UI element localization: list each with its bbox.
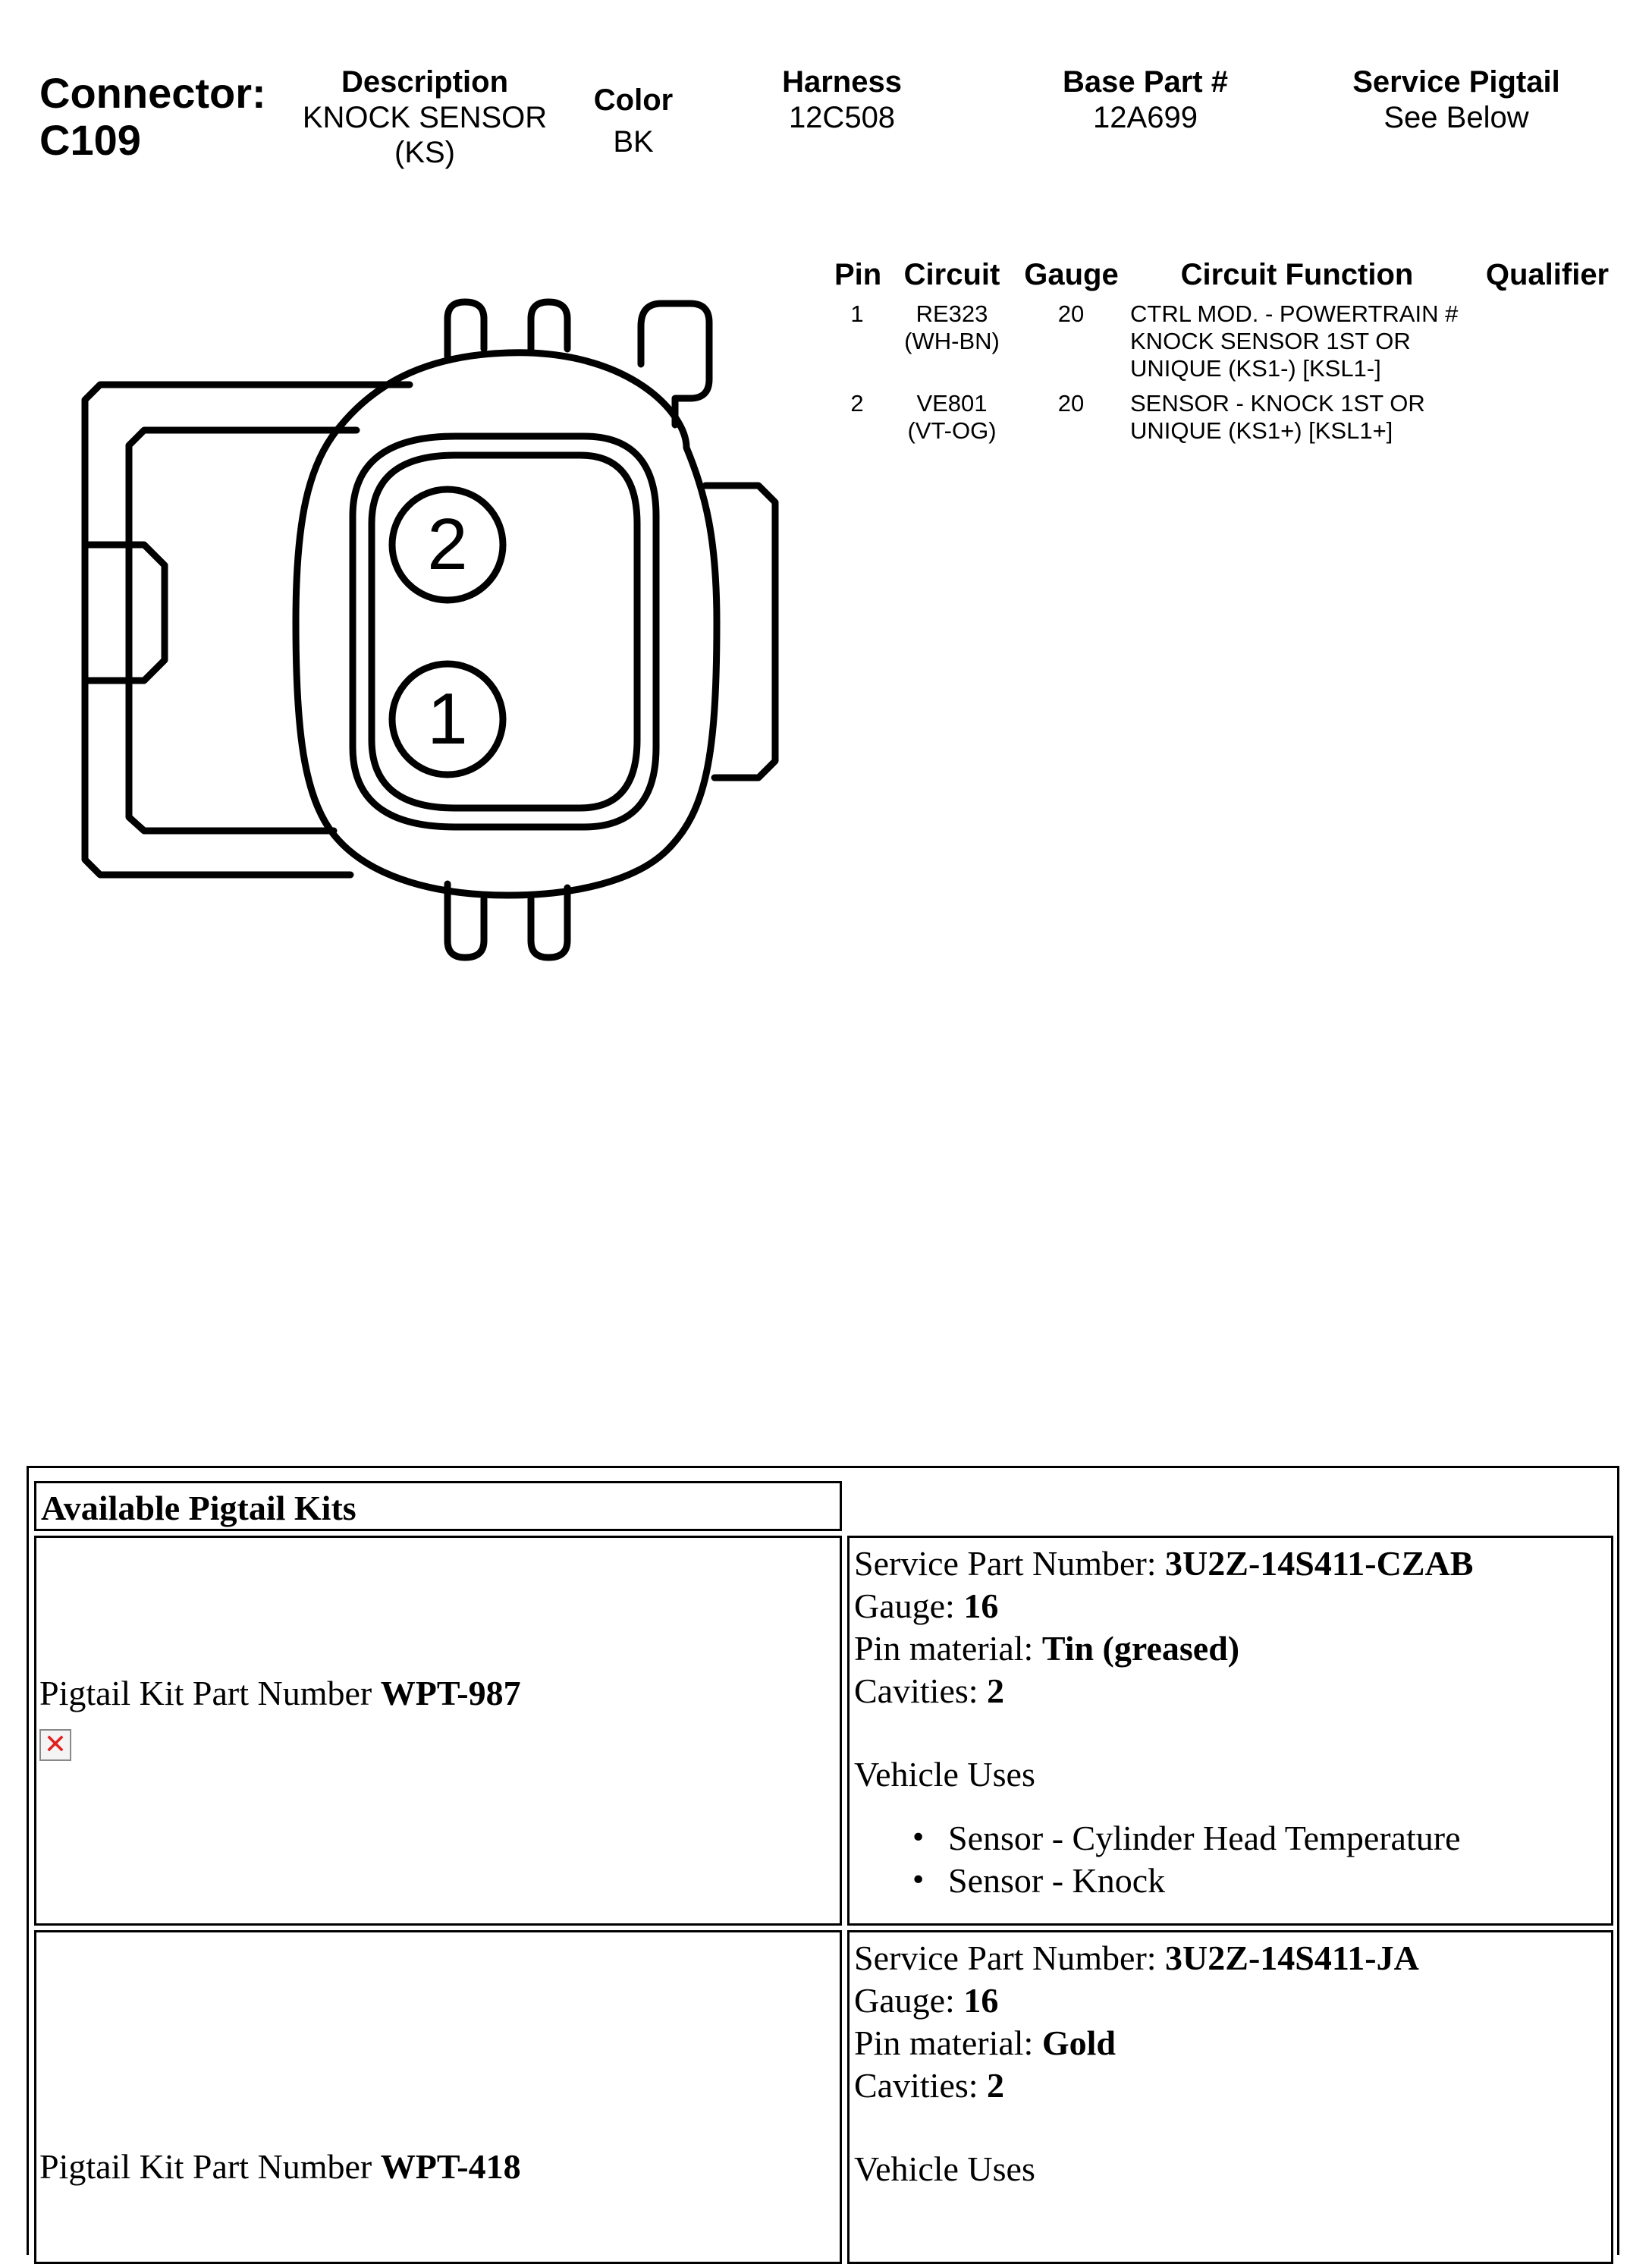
color-column — [576, 82, 690, 159]
function-line: CTRL MOD. - POWERTRAIN # — [1130, 300, 1459, 327]
circuit-id: VE801 — [916, 390, 988, 417]
gauge-label: Gauge: — [854, 1586, 964, 1625]
pin-material-label: Pin material: — [854, 2023, 1042, 2062]
cavities-line — [854, 1670, 1473, 1712]
service-pigtail-column — [1327, 64, 1585, 135]
kit-part-prefix: Pigtail Kit Part Number — [39, 2147, 372, 2186]
function-line: UNIQUE (KS1-) [KSL1-] — [1130, 355, 1381, 382]
qualifier-header: Qualifier — [1485, 258, 1610, 291]
pigtail-kits-title: Available Pigtail Kits — [41, 1489, 356, 1527]
kit-part-number-line — [39, 1673, 521, 1713]
cavities-line — [854, 2064, 1419, 2107]
pigtail-kits-title-cell — [34, 1481, 842, 1531]
circuit-header: Circuit — [903, 258, 1000, 291]
pin-1-label: 1 — [427, 678, 468, 759]
kit-part-number-line — [39, 2146, 521, 2187]
pin-material-value: Tin (greased) — [1041, 1629, 1240, 1668]
kit-part-cell — [34, 1536, 842, 1926]
service-part-line — [854, 1542, 1473, 1585]
function-line: KNOCK SENSOR 1ST OR — [1130, 328, 1411, 354]
cavities-value: 2 — [987, 2066, 1005, 2105]
circuit-cell — [887, 300, 1016, 355]
color-value: BK — [613, 125, 654, 159]
gauge-value: 20 — [1057, 300, 1085, 327]
left-latch — [85, 545, 165, 681]
connector-label: Connector: — [39, 69, 266, 117]
base-part-value: 12A699 — [1093, 101, 1198, 134]
housing-body — [85, 385, 410, 875]
description-label: Description — [341, 65, 509, 99]
gauge-value: 16 — [963, 1586, 999, 1625]
circuit-id: RE323 — [916, 300, 988, 327]
base-part-label: Base Part # — [1063, 65, 1228, 99]
service-part-label: Service Part Number: — [854, 1939, 1166, 1977]
top-tab — [448, 302, 484, 357]
pin-number: 2 — [850, 390, 864, 417]
harness-label: Harness — [782, 65, 902, 99]
circuit-cell — [887, 390, 1016, 445]
service-pigtail-value: See Below — [1383, 101, 1529, 134]
top-hook — [641, 303, 709, 425]
kit-details-cell — [847, 1930, 1613, 2264]
circuit-color: (VT-OG) — [907, 417, 997, 444]
vehicle-use-item: • Sensor - Knock — [948, 1860, 1473, 1902]
pin-material-line — [854, 2022, 1419, 2064]
description-value-line1: KNOCK SENSOR — [302, 101, 548, 134]
broken-image-icon: ✕ — [39, 1729, 71, 1761]
vehicle-uses-label: Vehicle Uses — [854, 2149, 1035, 2188]
gauge-line — [854, 1979, 1419, 2022]
description-value-line2: (KS) — [394, 136, 455, 169]
kit-details-cell — [847, 1536, 1613, 1926]
kit-part-number: WPT-418 — [380, 2147, 521, 2186]
function-line: UNIQUE (KS1+) [KSL1+] — [1130, 417, 1393, 444]
cavity-inner — [372, 455, 637, 808]
function-line: SENSOR - KNOCK 1ST OR — [1130, 390, 1425, 417]
circuit-function — [1130, 390, 1525, 445]
harness-value: 12C508 — [788, 101, 896, 134]
description-column — [281, 64, 569, 170]
color-label: Color — [593, 83, 674, 117]
pin-header: Pin — [834, 258, 882, 291]
vehicle-use-item: • Sensor - Cylinder Head Temperature — [948, 1817, 1473, 1860]
service-part-value: 3U2Z-14S411-CZAB — [1165, 1544, 1474, 1583]
service-part-label: Service Part Number: — [854, 1544, 1166, 1583]
kit-details — [854, 1937, 1419, 2190]
cavities-label: Cavities: — [854, 1671, 988, 1710]
circuit-function-header: Circuit Function — [1180, 258, 1414, 291]
gauge-label: Gauge: — [854, 1981, 964, 2020]
kit-part-cell — [34, 1930, 842, 2264]
service-pigtail-label: Service Pigtail — [1352, 65, 1560, 99]
service-part-value: 3U2Z-14S411-JA — [1165, 1939, 1419, 1977]
pin-2-label: 2 — [427, 504, 468, 585]
pin-material-value: Gold — [1041, 2023, 1116, 2062]
pin-number: 1 — [850, 300, 864, 327]
kit-part-number: WPT-987 — [380, 1674, 521, 1712]
connector-face-diagram — [68, 281, 789, 979]
gauge-line — [854, 1585, 1473, 1627]
vehicle-uses-list — [854, 1817, 1473, 1902]
base-part-column — [1032, 64, 1259, 135]
connector-title — [39, 70, 266, 164]
pin-material-line — [854, 1627, 1473, 1670]
gauge-value: 20 — [1057, 390, 1085, 417]
connector-id: C109 — [39, 116, 141, 164]
cavities-value: 2 — [987, 1671, 1005, 1710]
gauge-value: 16 — [963, 1981, 999, 2020]
gauge-header: Gauge — [1024, 258, 1119, 291]
service-part-line — [854, 1937, 1419, 1979]
cavity-outer — [353, 436, 656, 827]
cavities-label: Cavities: — [854, 2066, 988, 2105]
harness-column — [728, 64, 956, 135]
vehicle-uses-label: Vehicle Uses — [854, 1755, 1035, 1794]
kit-details — [854, 1542, 1473, 1902]
circuit-function — [1130, 300, 1525, 382]
top-tab — [531, 302, 567, 349]
bottom-tab — [531, 888, 567, 957]
circuit-color: (WH-BN) — [904, 328, 1000, 354]
kit-part-prefix: Pigtail Kit Part Number — [39, 1674, 372, 1712]
pin-material-label: Pin material: — [854, 1629, 1042, 1668]
